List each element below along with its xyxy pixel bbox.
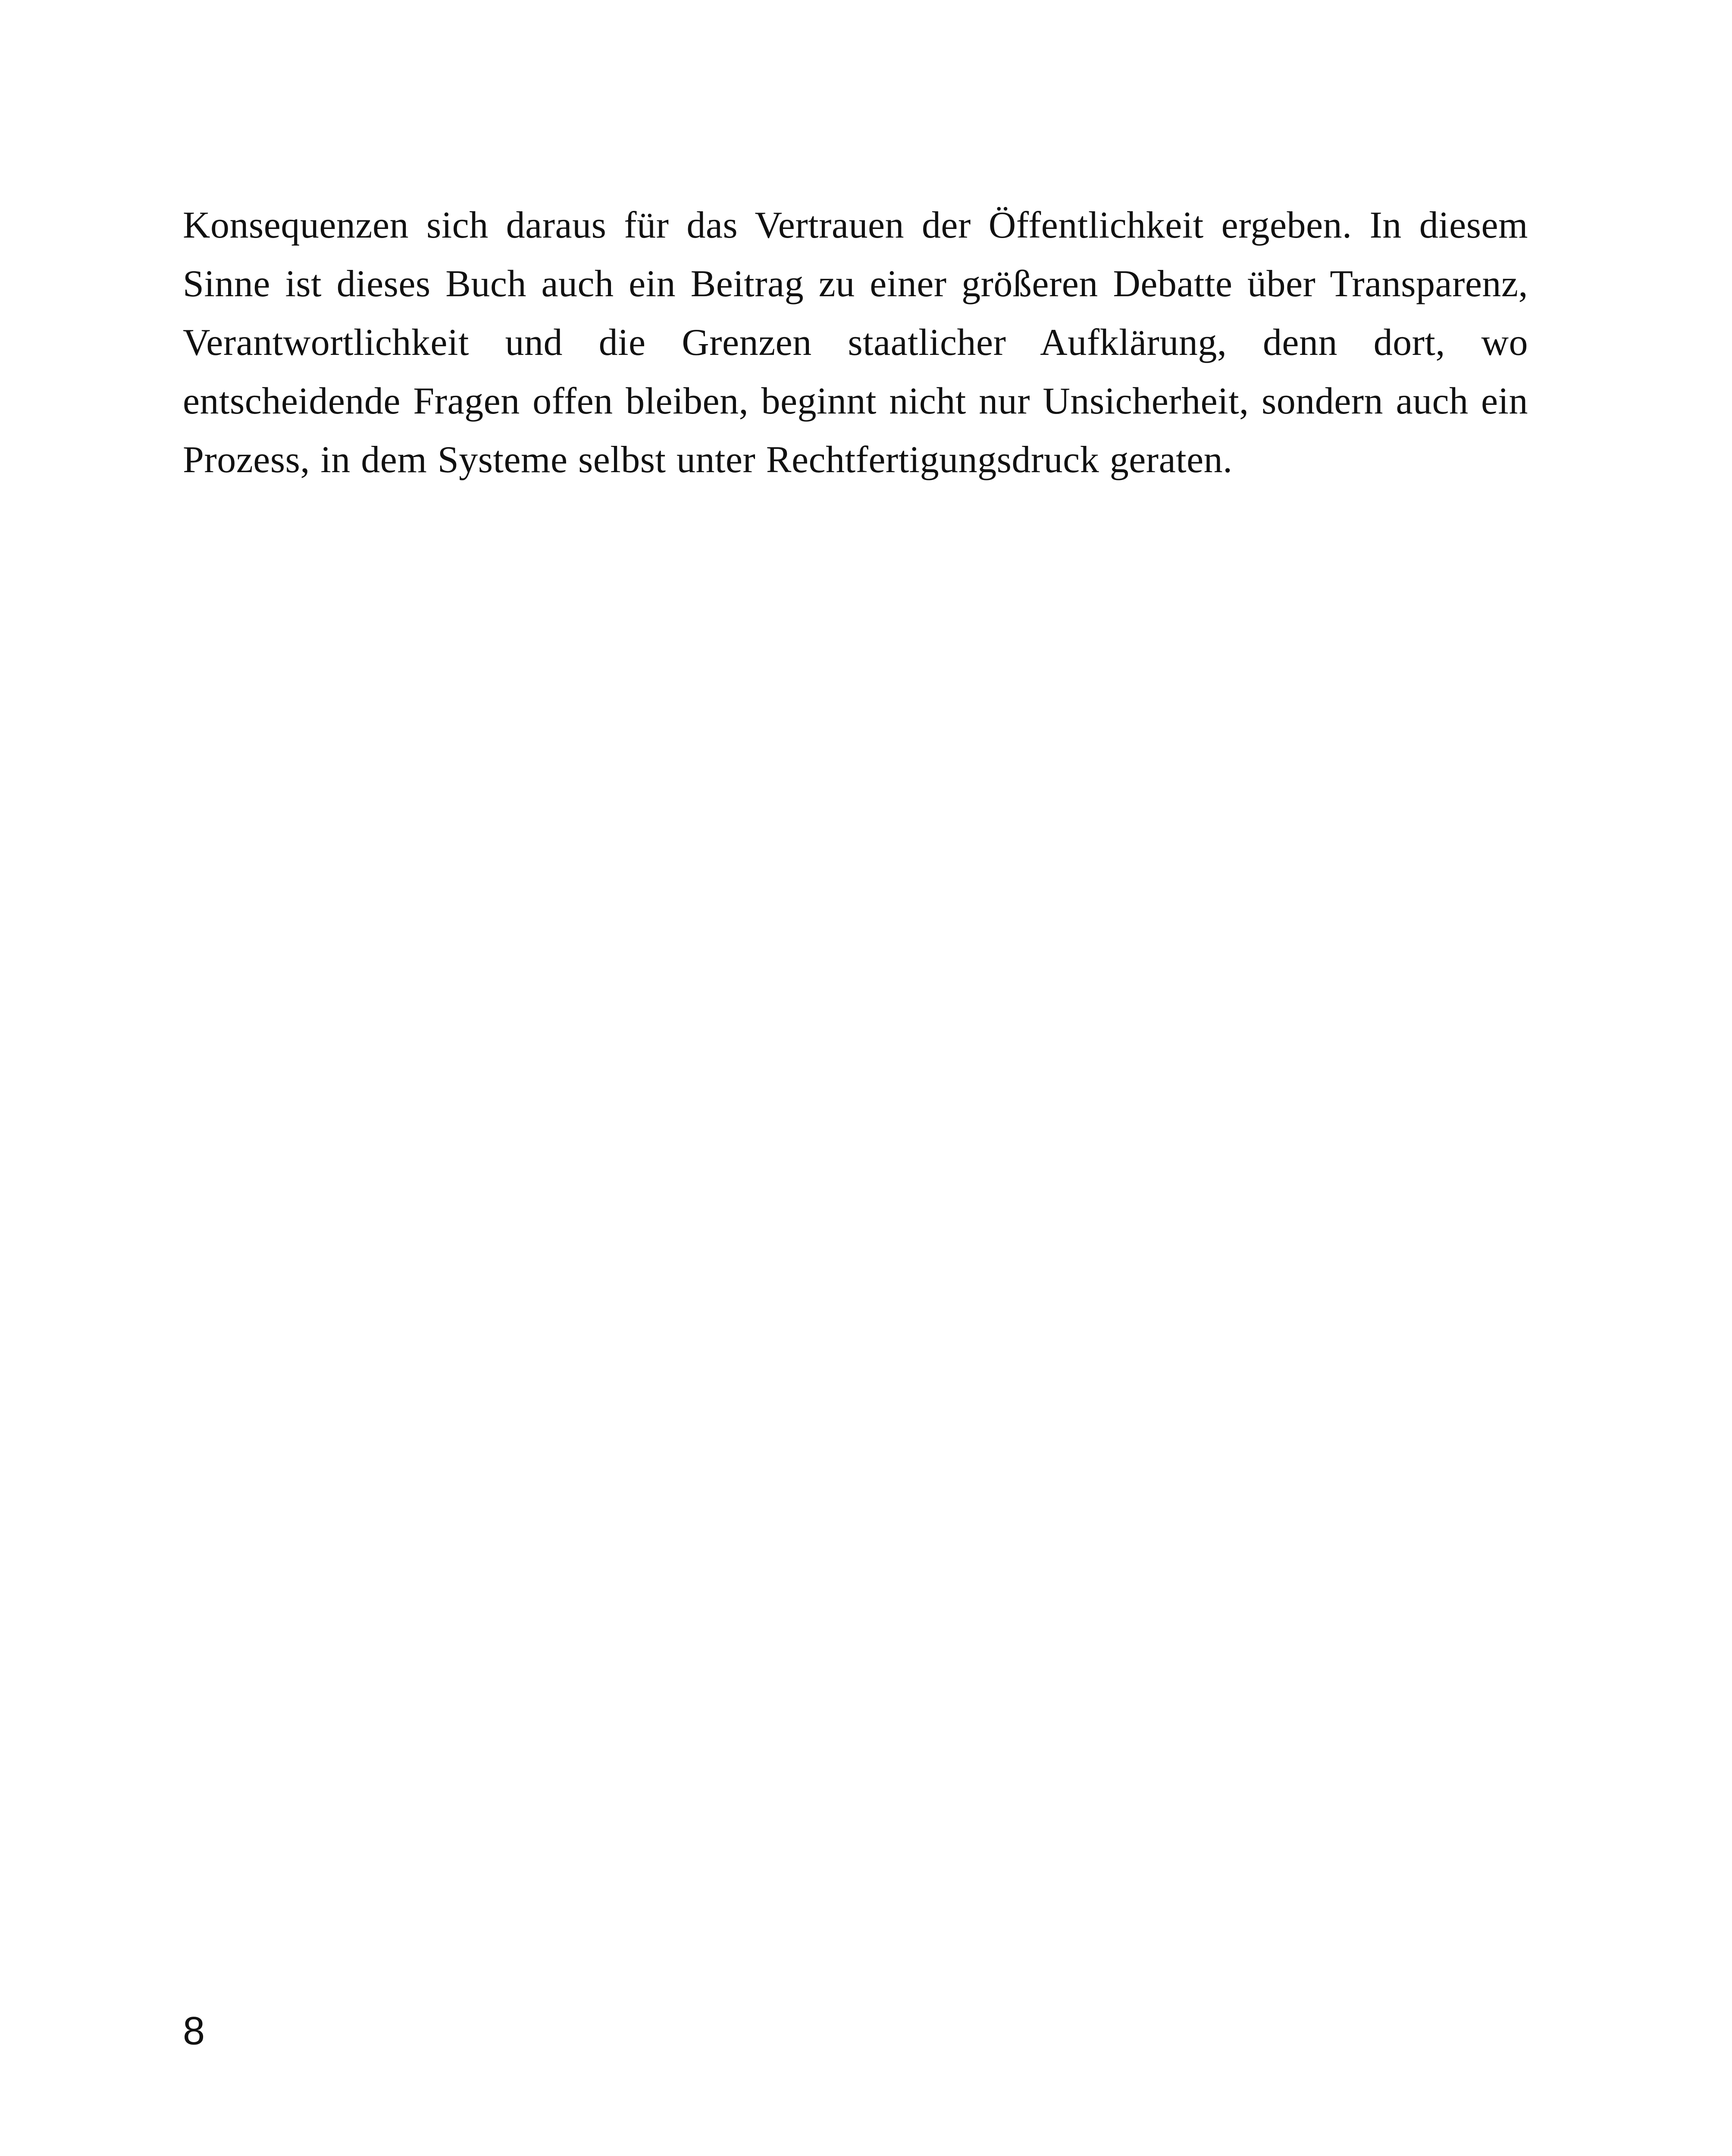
page-number: 8 <box>183 2009 205 2053</box>
body-paragraph: Konsequenzen sich daraus für das Vertrauen der Öffentlichkeit ergeben. In diesem Sinne ist dieses Buch auch ein Beitrag zu einer größeren Debatte über Transparenz, Verantwortlichkeit und die Grenzen staatlicher Aufklärung, denn dort, wo entscheidende Fragen offen bleiben, beginnt nicht nur Unsicherheit, sondern auch ein Prozess, in dem Systeme selbst unter Rechtfertigungsdruck geraten. <box>183 204 1528 481</box>
